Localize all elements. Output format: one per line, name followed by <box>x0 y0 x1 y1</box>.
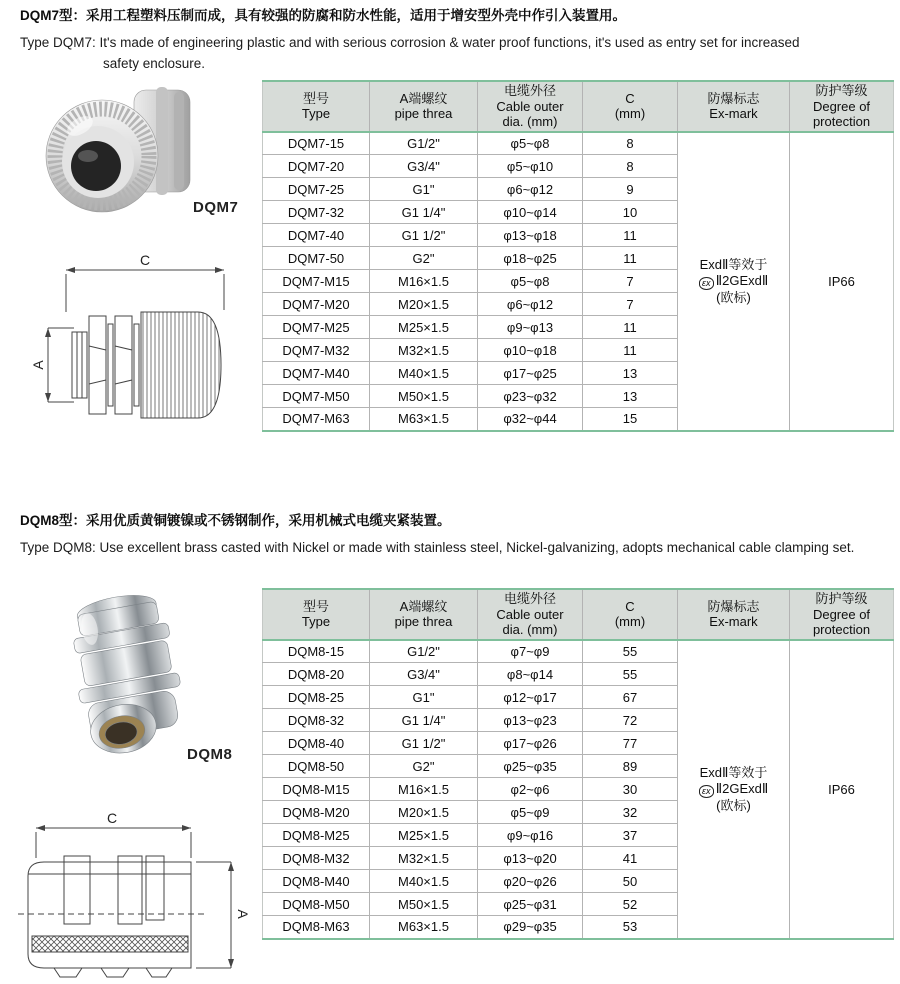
table-cell: φ6~φ12 <box>478 293 583 316</box>
table-cell: DQM8-25 <box>263 686 370 709</box>
dimension-label-c: C <box>106 810 118 826</box>
zh-description: 采用工程塑料压制而成，具有较强的防腐和防水性能，适用于增安型外壳中作引入装置用。 <box>86 8 627 23</box>
table-cell: M32×1.5 <box>370 847 478 870</box>
photo-label-dqm8: DQM8 <box>187 746 233 763</box>
dimension-drawing-dqm7 <box>14 250 249 436</box>
table-cell: 55 <box>583 640 678 663</box>
table-row <box>263 640 894 663</box>
table-cell: 32 <box>583 801 678 824</box>
table-cell: M40×1.5 <box>370 362 478 385</box>
table-cell: G1" <box>370 686 478 709</box>
table-cell: DQM8-40 <box>263 732 370 755</box>
spec-table-dqm8 <box>262 588 894 940</box>
table-cell: DQM7-40 <box>263 224 370 247</box>
table-cell: φ25~φ31 <box>478 893 583 916</box>
table-cell: DQM7-M20 <box>263 293 370 316</box>
column-header: A端螺纹 pipe threa <box>370 589 478 640</box>
table-cell: M20×1.5 <box>370 801 478 824</box>
table-cell: 10 <box>583 201 678 224</box>
section-dqm8 <box>0 505 900 984</box>
column-header: 电缆外径 Cable outer dia. (mm) <box>478 589 583 640</box>
column-header: A端螺纹 pipe threa <box>370 81 478 132</box>
table-cell: φ7~φ9 <box>478 640 583 663</box>
spec-table-dqm7 <box>262 80 894 432</box>
table-cell: 41 <box>583 847 678 870</box>
ex-mark-cell: ExdⅡ等效于 εx Ⅱ2GExdⅡ (欧标) <box>678 132 790 431</box>
table-cell: φ13~φ20 <box>478 847 583 870</box>
table-cell: DQM8-M15 <box>263 778 370 801</box>
table-cell: φ32~φ44 <box>478 408 583 431</box>
table-cell: M25×1.5 <box>370 316 478 339</box>
table-cell: φ9~φ16 <box>478 824 583 847</box>
table-cell: G1 1/4" <box>370 709 478 732</box>
table-cell: 53 <box>583 916 678 939</box>
table-cell: φ29~φ35 <box>478 916 583 939</box>
zh-title-line <box>20 511 888 531</box>
table-cell: G1 1/4" <box>370 201 478 224</box>
table-cell: DQM7-M15 <box>263 270 370 293</box>
table-cell: G2" <box>370 755 478 778</box>
table-cell: 15 <box>583 408 678 431</box>
table-cell: φ9~φ13 <box>478 316 583 339</box>
table-cell: 67 <box>583 686 678 709</box>
header-row <box>263 81 894 132</box>
table-cell: 8 <box>583 132 678 155</box>
ex-mark-cell: ExdⅡ等效于 εx Ⅱ2GExdⅡ (欧标) <box>678 640 790 939</box>
table-cell: DQM7-32 <box>263 201 370 224</box>
en-description-line1: Type DQM7: It's made of engineering plastic and with serious corrosion & water proof functions, it's used as entry set for increased <box>20 35 800 50</box>
table-cell: G1 1/2" <box>370 732 478 755</box>
table-cell: G1" <box>370 178 478 201</box>
column-header: C (mm) <box>583 81 678 132</box>
table-cell: φ5~φ8 <box>478 132 583 155</box>
table-cell: 11 <box>583 339 678 362</box>
column-header: 防护等级 Degree of protection <box>790 81 894 132</box>
table-cell: 13 <box>583 385 678 408</box>
dimension-label-a: A <box>30 360 46 370</box>
zh-description: 采用优质黄铜镀镍或不锈钢制作，采用机械式电缆夹紧装置。 <box>86 513 451 528</box>
section-heading-dqm7 <box>20 6 888 74</box>
table-cell: DQM7-20 <box>263 155 370 178</box>
protection-degree-cell: IP66 <box>790 132 894 431</box>
table-cell: DQM7-M40 <box>263 362 370 385</box>
table-row <box>263 132 894 155</box>
zh-title-line <box>20 6 888 26</box>
table-cell: M16×1.5 <box>370 778 478 801</box>
table-cell: 37 <box>583 824 678 847</box>
en-description-line1: Type DQM8: Use excellent brass casted with Nickel or made with stainless steel, Nickel-galvanizing, adopts mechanical cable clamping set. <box>20 540 855 555</box>
table-cell: φ20~φ26 <box>478 870 583 893</box>
dimension-label-c: C <box>139 252 151 268</box>
table-cell: G2" <box>370 247 478 270</box>
header-row <box>263 589 894 640</box>
table-cell: DQM7-M32 <box>263 339 370 362</box>
table-cell: M40×1.5 <box>370 870 478 893</box>
table-cell: DQM7-50 <box>263 247 370 270</box>
table-cell: DQM7-15 <box>263 132 370 155</box>
table-cell: φ12~φ17 <box>478 686 583 709</box>
table-cell: DQM8-M20 <box>263 801 370 824</box>
table-cell: φ18~φ25 <box>478 247 583 270</box>
table-cell: φ5~φ8 <box>478 270 583 293</box>
table-cell: DQM8-50 <box>263 755 370 778</box>
table-cell: G3/4" <box>370 155 478 178</box>
table-cell: M63×1.5 <box>370 408 478 431</box>
column-header: 型号 Type <box>263 589 370 640</box>
table-cell: 11 <box>583 316 678 339</box>
column-header: C (mm) <box>583 589 678 640</box>
table-cell: DQM8-15 <box>263 640 370 663</box>
dimension-drawing-dqm8 <box>6 810 256 984</box>
table-cell: DQM8-M50 <box>263 893 370 916</box>
table-cell: φ8~φ14 <box>478 663 583 686</box>
table-cell: φ23~φ32 <box>478 385 583 408</box>
column-header: 型号 Type <box>263 81 370 132</box>
photo-label-dqm7: DQM7 <box>193 199 239 216</box>
table-cell: M25×1.5 <box>370 824 478 847</box>
table-cell: φ2~φ6 <box>478 778 583 801</box>
table-cell: 7 <box>583 293 678 316</box>
table-cell: 11 <box>583 247 678 270</box>
atex-ex-icon: εx <box>699 785 714 798</box>
model-name-zh: DQM7型： <box>20 8 87 23</box>
table-cell: φ6~φ12 <box>478 178 583 201</box>
table-cell: φ5~φ10 <box>478 155 583 178</box>
atex-ex-icon: εx <box>699 277 714 290</box>
table-cell: 7 <box>583 270 678 293</box>
column-header: 防爆标志 Ex-mark <box>678 81 790 132</box>
table-cell: φ17~φ26 <box>478 732 583 755</box>
table-cell: 55 <box>583 663 678 686</box>
product-photo-dqm7 <box>32 80 202 218</box>
table-cell: 77 <box>583 732 678 755</box>
table-cell: G1/2" <box>370 132 478 155</box>
table-cell: DQM8-M25 <box>263 824 370 847</box>
table-cell: DQM8-M32 <box>263 847 370 870</box>
table-cell: 9 <box>583 178 678 201</box>
table-cell: M32×1.5 <box>370 339 478 362</box>
table-cell: M63×1.5 <box>370 916 478 939</box>
table-cell: 50 <box>583 870 678 893</box>
protection-degree-cell: IP66 <box>790 640 894 939</box>
table-cell: G3/4" <box>370 663 478 686</box>
table-cell: DQM8-M40 <box>263 870 370 893</box>
table-cell: 8 <box>583 155 678 178</box>
en-description-line2: safety enclosure. <box>103 56 206 71</box>
table-cell: φ13~φ18 <box>478 224 583 247</box>
section-heading-dqm8 <box>20 511 888 558</box>
table-cell: DQM8-32 <box>263 709 370 732</box>
table-cell: M16×1.5 <box>370 270 478 293</box>
table-cell: 72 <box>583 709 678 732</box>
table-cell: DQM7-M25 <box>263 316 370 339</box>
table-cell: M50×1.5 <box>370 385 478 408</box>
column-header: 防护等级 Degree of protection <box>790 589 894 640</box>
product-photo-dqm8 <box>32 589 202 761</box>
table-cell: DQM8-20 <box>263 663 370 686</box>
column-header: 防爆标志 Ex-mark <box>678 589 790 640</box>
table-cell: DQM7-M63 <box>263 408 370 431</box>
table-cell: 89 <box>583 755 678 778</box>
table-cell: φ5~φ9 <box>478 801 583 824</box>
table-cell: M50×1.5 <box>370 893 478 916</box>
table-cell: DQM8-M63 <box>263 916 370 939</box>
table-cell: 30 <box>583 778 678 801</box>
dimension-label-a: A <box>235 909 251 919</box>
table-cell: 52 <box>583 893 678 916</box>
table-cell: 11 <box>583 224 678 247</box>
table-cell: φ13~φ23 <box>478 709 583 732</box>
table-cell: DQM7-25 <box>263 178 370 201</box>
table-cell: φ10~φ14 <box>478 201 583 224</box>
table-cell: 13 <box>583 362 678 385</box>
table-cell: M20×1.5 <box>370 293 478 316</box>
table-cell: φ25~φ35 <box>478 755 583 778</box>
table-cell: G1/2" <box>370 640 478 663</box>
column-header: 电缆外径 Cable outer dia. (mm) <box>478 81 583 132</box>
table-cell: DQM7-M50 <box>263 385 370 408</box>
table-cell: φ17~φ25 <box>478 362 583 385</box>
model-name-zh: DQM8型： <box>20 513 87 528</box>
table-cell: G1 1/2" <box>370 224 478 247</box>
table-cell: φ10~φ18 <box>478 339 583 362</box>
